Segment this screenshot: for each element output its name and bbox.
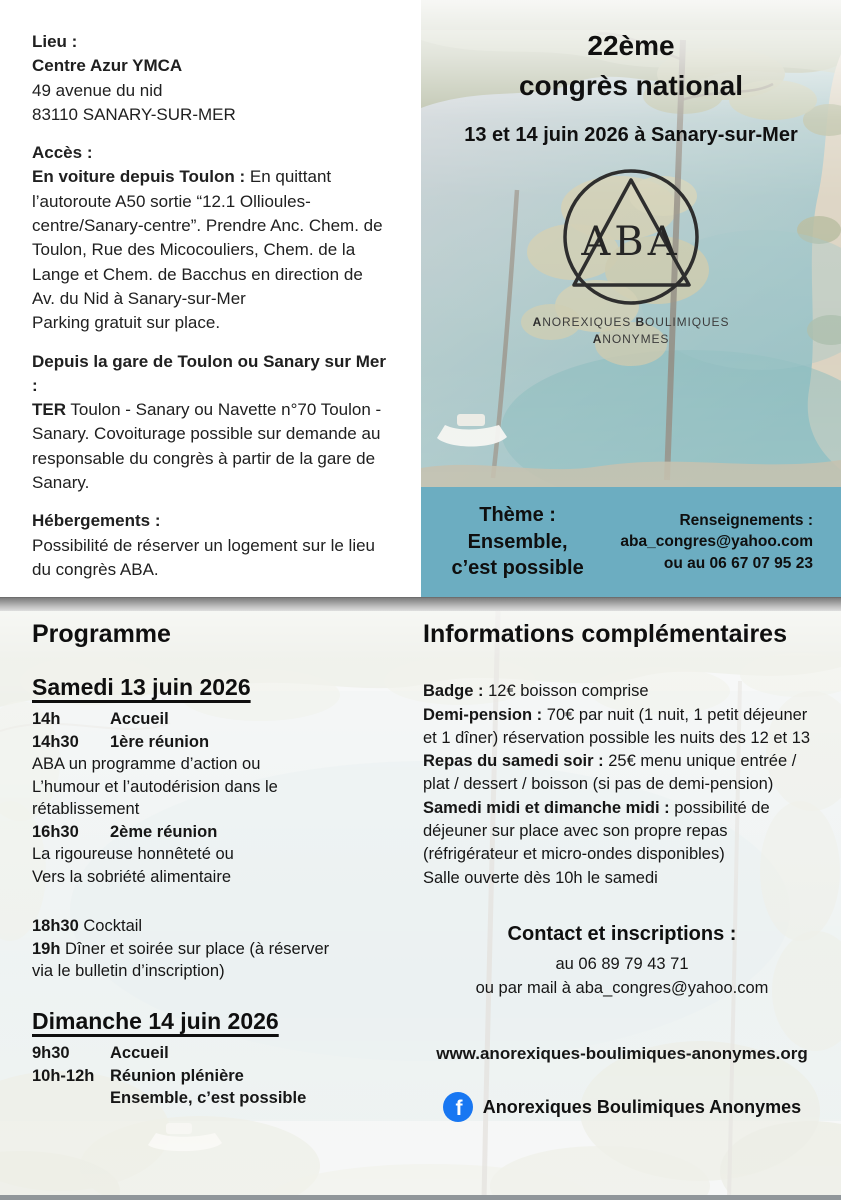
address-line2: 83110 SANARY-SUR-MER [32, 104, 236, 124]
renseignements-email[interactable]: aba_congres@yahoo.com [620, 533, 813, 551]
talk-line: Vers la sobriété alimentaire [32, 867, 232, 886]
poster-panel [421, 0, 841, 597]
info-line: Demi-pension : 70€ par nuit (1 nuit, 1 petit déjeuner et 1 dîner) réservation possible les nuits des 12 et 13 [423, 705, 811, 747]
evening-line: 19h Dîner et soirée sur place (à réserver [32, 939, 330, 958]
info-line: Repas du samedi soir : 25€ menu unique entrée / plat / dessert / boisson (si pas de demi-pension) [423, 752, 797, 794]
venue-info-panel [0, 0, 421, 597]
renseignements-phone: ou au 06 67 07 95 23 [663, 554, 813, 572]
schedule-row: 16h30 2ème réunion [32, 822, 218, 841]
infos-panel [423, 620, 821, 1122]
congress-title [421, 26, 841, 106]
theme-bar [421, 487, 841, 597]
car-lead: En voiture depuis Toulon : [32, 167, 246, 187]
infos-heading: Informations complémentaires [423, 620, 787, 648]
lieu-block [32, 30, 387, 127]
acces-label: Accès : [32, 143, 93, 163]
congress-date: 13 et 14 juin 2026 à Sanary-sur-Mer [464, 124, 798, 146]
facebook-page-name[interactable]: Anorexiques Boulimiques Anonymes [482, 1096, 802, 1117]
contact-phone: au 06 89 79 43 71 [555, 955, 689, 974]
org-caption-line2: ANONYMES [592, 332, 670, 346]
aba-logo-text: ABA [581, 219, 681, 265]
contact-mail[interactable]: ou par mail à aba_congres@yahoo.com [475, 978, 769, 997]
station-text: Toulon - Sanary ou Navette n°70 Toulon - Sanary. Covoiturage possible sur demande au responsable du congrès à partir de la gare de Sanary. [32, 400, 382, 493]
website-link[interactable]: www.anorexiques-boulimiques-anonymes.org [436, 1043, 808, 1063]
schedule-row: 10h-12h Réunion plénière [32, 1066, 244, 1085]
theme-label: Thème : [479, 504, 556, 527]
talk-line: La rigoureuse honnêteté ou [32, 845, 234, 863]
programme-heading: Programme [32, 620, 171, 648]
venue-name: Centre Azur YMCA [32, 56, 183, 76]
evening-line: 18h30 Cocktail [32, 917, 143, 935]
lieu-label: Lieu : [32, 32, 78, 51]
facebook-row[interactable] [423, 1092, 821, 1122]
schedule-row: 9h30 Accueil [32, 1044, 169, 1062]
talk-line: L’humour et l’autodérision dans le [32, 777, 278, 796]
evening-line-cont: via le bulletin d’inscription) [32, 962, 225, 980]
congress-title-line1: 22ème [587, 30, 675, 61]
talk-line: ABA un programme d’action ou [32, 755, 261, 773]
station-lead: Depuis la gare de Toulon ou Sanary sur Mer : [32, 351, 386, 395]
org-caption [421, 314, 841, 348]
top-section [0, 0, 841, 597]
acces-block [32, 141, 387, 335]
address-line1: 49 avenue du nid [32, 80, 163, 100]
congress-title-line2: congrès national [518, 70, 744, 101]
salle-line: Salle ouverte dès 10h le samedi [423, 868, 658, 887]
info-line: Badge : 12€ boisson comprise [423, 682, 649, 701]
car-text: En quittant l’autoroute A50 sortie “12.1 Ollioules-centre/Sanary-centre”. Prendre Anc. Chem. de Toulon, Rue des Micocouliers, Chem. de la Lange et Chem. de Bacchus en direction de Av. du Nid à Sanary-sur-Mer [32, 167, 383, 308]
day1-title: Samedi 13 juin 2026 [32, 673, 251, 700]
day2-block [32, 1007, 407, 1110]
day1-block [32, 673, 407, 889]
info-line: Samedi midi et dimanche midi : possibilité de déjeuner sur place avec son propre repas (réfrigérateur et micro-ondes disponibles) [423, 798, 770, 864]
station-block [32, 350, 387, 496]
talk-line: rétablissement [32, 800, 140, 818]
schedule-row: 14h30 1ère réunion [32, 732, 210, 751]
schedule-row: 14h Accueil [32, 710, 169, 728]
station-directions [32, 398, 387, 495]
contact-heading: Contact et inscriptions : [507, 922, 737, 945]
contact-block [423, 923, 821, 1000]
schedule-row: Ensemble, c’est possible [110, 1089, 307, 1107]
hebergements-label: Hébergements : [32, 511, 161, 531]
section-divider [0, 597, 841, 611]
day2-title: Dimanche 14 juin 2026 [32, 1007, 279, 1034]
parking-note: Parking gratuit sur place. [32, 313, 221, 333]
car-directions [32, 165, 387, 311]
svg-text:f: f [455, 1097, 463, 1121]
theme-line2: Ensemble, [467, 530, 568, 553]
ter-lead: TER [32, 400, 66, 420]
renseignements-block [614, 510, 841, 575]
theme-line3: c’est possible [451, 557, 584, 580]
bottom-section [0, 611, 841, 1200]
facebook-icon[interactable] [443, 1092, 473, 1122]
renseignements-label: Renseignements : [679, 511, 813, 529]
aba-logo-icon [560, 166, 702, 308]
evening-block [32, 915, 407, 983]
hebergements-text: Possibilité de réserver un logement sur le lieu du congrès ABA. [32, 535, 376, 579]
theme-block [421, 502, 614, 582]
org-caption-line1: ANOREXIQUES BOULIMIQUES [532, 315, 730, 329]
hebergements-block [32, 509, 387, 582]
programme-panel [32, 620, 407, 1110]
